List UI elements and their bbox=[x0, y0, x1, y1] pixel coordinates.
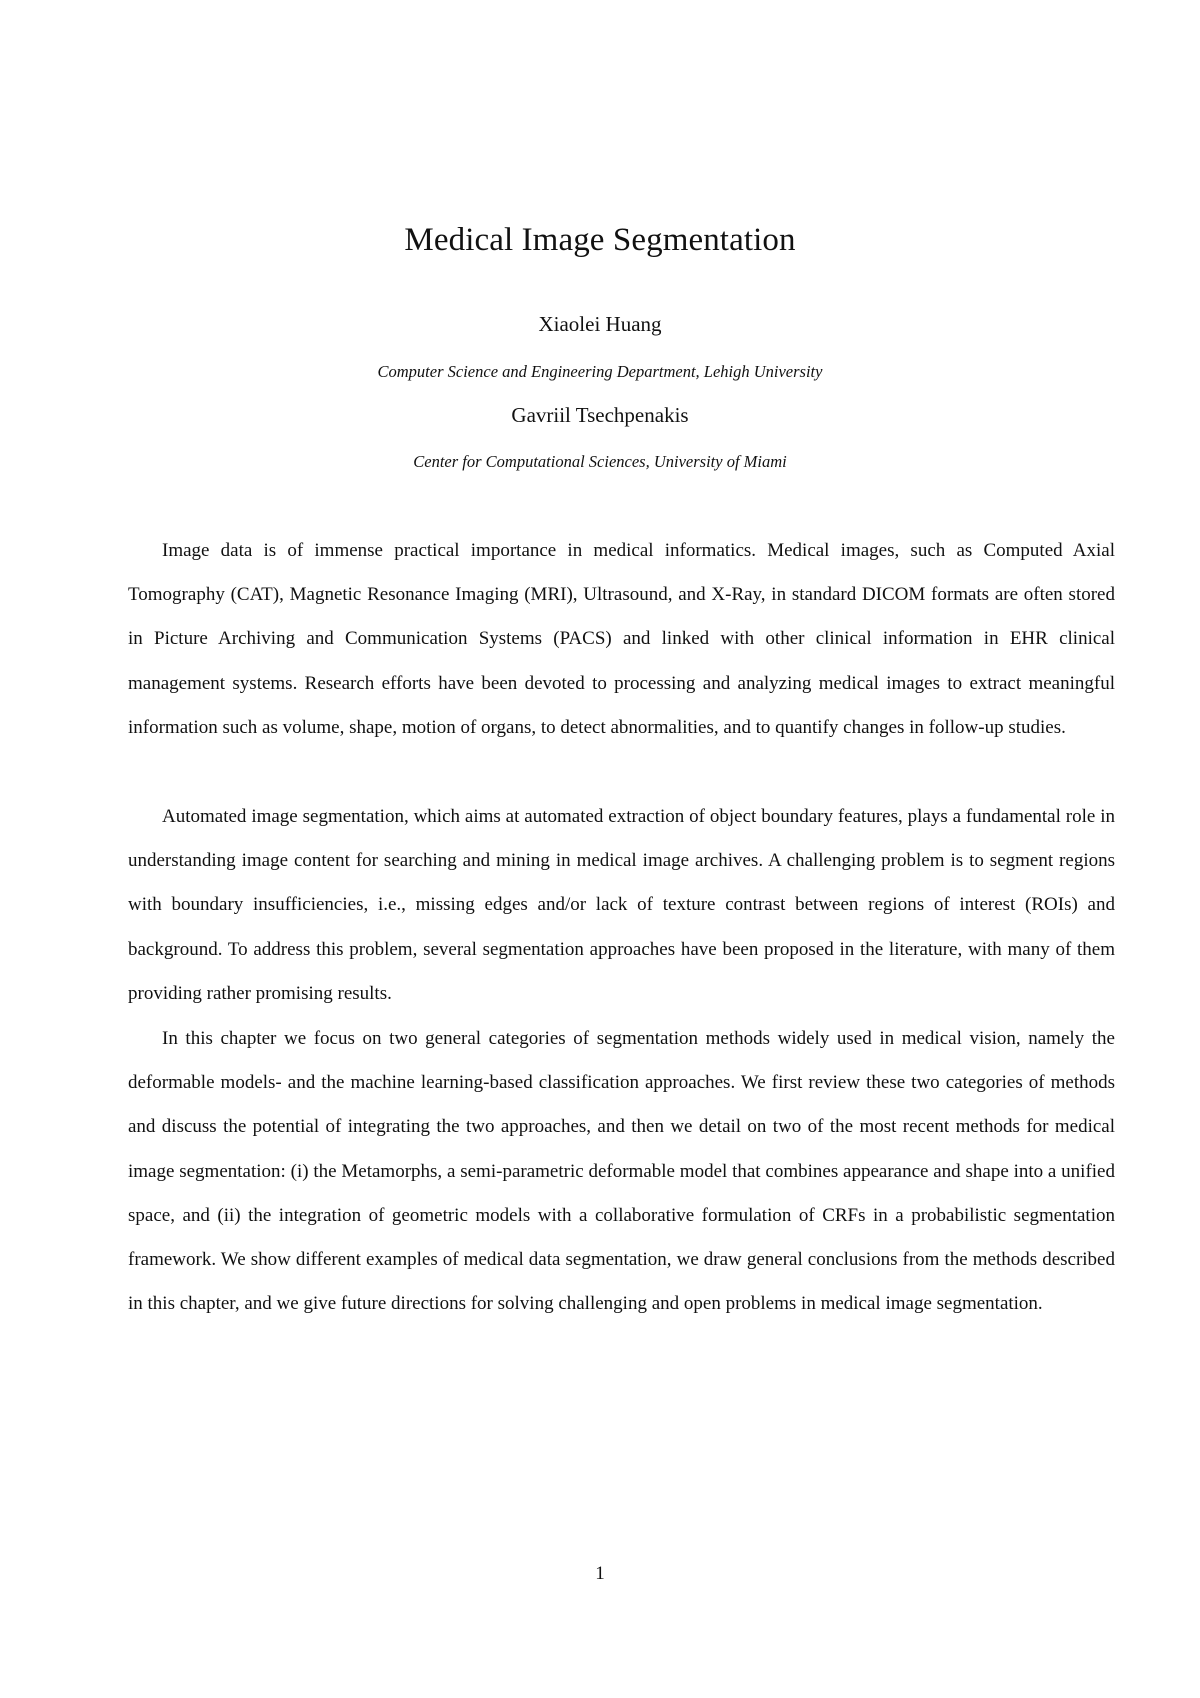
author-name-1: Xiaolei Huang bbox=[538, 312, 662, 336]
body-paragraph-1 bbox=[128, 529, 1115, 750]
page-number: 1 bbox=[595, 1563, 605, 1584]
paragraph-text: Image data is of immense practical importance in medical informatics. Medical images, such as Computed Axial Tomography (CAT), Magnetic Resonance Imaging (MRI), Ultrasound, and X-Ray, in standard DICOM formats are often stored in Picture Archiving and Communication Systems (PACS) and linked with other clinical information in EHR clinical management systems. Research efforts have been devoted to processing and analyzing medical images to extract meaningful information such as volume, shape, motion of organs, to detect abnormalities, and to quantify changes in follow-up studies. bbox=[128, 540, 1115, 738]
body-paragraph-2 bbox=[128, 795, 1115, 1016]
author-name-2: Gavriil Tsechpenakis bbox=[511, 403, 689, 427]
paper-title: Medical Image Segmentation bbox=[404, 222, 796, 258]
paragraph-text: Automated image segmentation, which aims at automated extraction of object boundary features, plays a fundamental role in understanding image content for searching and mining in medical image archives. A challenging problem is to segment regions with boundary insufficiencies, i.e., missing edges and/or lack of texture contrast between regions of interest (ROIs) and background. To address this problem, several segmentation approaches have been proposed in the literature, with many of them providing rather promising results. bbox=[128, 806, 1115, 1004]
body-paragraph-3 bbox=[128, 1017, 1115, 1326]
author-affiliation-1: Computer Science and Engineering Department, Lehigh University bbox=[377, 362, 823, 381]
paragraph-text: In this chapter we focus on two general categories of segmentation methods widely used in medical vision, namely the deformable models- and the machine learning-based classification approaches. We first review these two categories of methods and discuss the potential of integrating the two approaches, and then we detail on two of the most recent methods for medical image segmentation: (i) the Metamorphs, a semi-parametric deformable model that combines appearance and shape into a unified space, and (ii) the integration of geometric models with a collaborative formulation of CRFs in a probabilistic segmentation framework. We show different examples of medical data segmentation, we draw general conclusions from the methods described in this chapter, and we give future directions for solving challenging and open problems in medical image segmentation. bbox=[128, 1028, 1115, 1315]
author-affiliation-2: Center for Computational Sciences, University of Miami bbox=[413, 452, 787, 471]
